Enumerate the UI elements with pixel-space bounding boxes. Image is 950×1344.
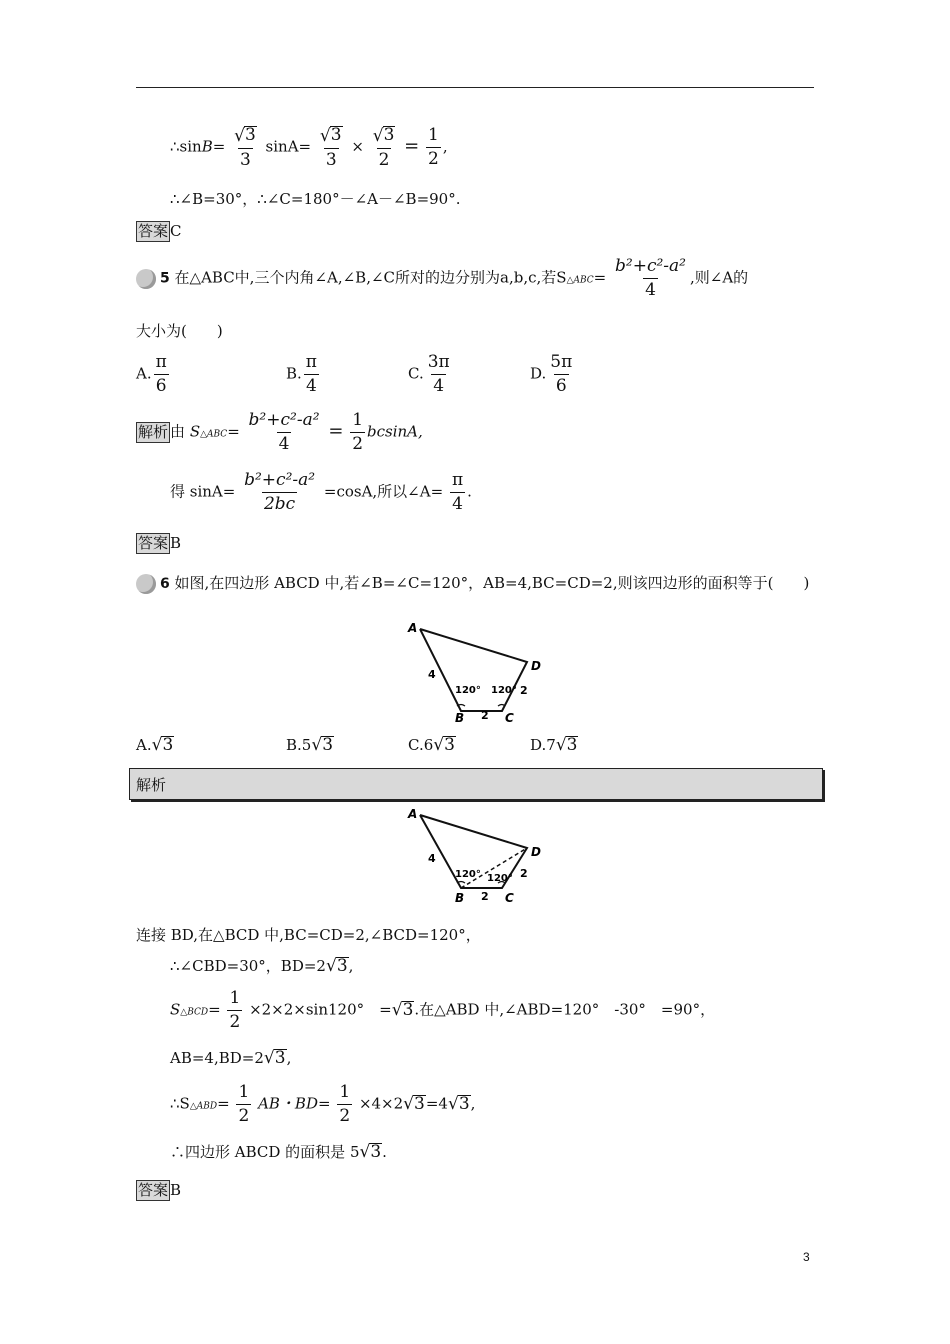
option-d: D. $\frac{5\pi}{6}$ [530,352,573,396]
vertex-b-label: B [455,711,465,724]
answer-tag: 答案 [138,534,169,552]
fraction: $\frac{1}{2}$ [352,410,364,454]
question-number: 6 [160,576,170,592]
answer-tag: 答案 [138,222,169,240]
fraction: $\frac{\text{b²+c²-a²}}{4}$ [615,256,686,300]
q6-analysis-line4: AB=4,BD=2 √ 3 , [170,1048,292,1069]
angle-b-arc [457,705,465,707]
vertex-d-label: D [531,845,541,859]
angle-b-label: 120° [455,685,481,696]
side-bc-label: 2 [481,709,489,722]
option-c: C.6 √ 3 [408,735,455,756]
q6-analysis-line6: ∴四边形 ABCD 的面积是 5 √ 3 . [170,1142,387,1163]
side-cd-label: 2 [520,684,528,697]
q6-analysis-line3: S△BCD= $\frac{1}{2}$ ×2×2×sin120° = √ 3 .在△ABD 中,∠ABD=120° -30° =90°， [170,988,716,1032]
fraction: $\frac{1}{2}$ [428,124,439,169]
question-bullet-icon [136,269,156,289]
side-bc-label: 2 [481,890,489,903]
side-cd-label: 2 [520,867,528,880]
fraction: $\frac{1}{2}$ [238,1082,250,1126]
vertex-d-label: D [531,659,541,673]
option-d: D.7 √ 3 [530,735,578,756]
q6-answer [136,1180,181,1201]
q5-answer [136,533,181,554]
option-a: A. √ 3 [136,735,174,756]
answer-value: B [170,1181,182,1199]
vertex-b-label: B [455,891,465,905]
angle-c-label: 120° [491,685,517,696]
analysis-bar-label: 解析 [136,776,167,794]
q5-analysis-line2: 得 sinA= $\frac{\text{b²+c²-a²}}{2bc}$ =cosA,所以∠A= $\frac{\pi}{4}$ . [170,470,472,514]
fraction: $\frac{1}{2}$ [229,988,241,1032]
question-bullet-icon [136,574,156,594]
vertex-c-label: C [505,891,514,905]
fraction: √ 3 2 [372,125,395,170]
quadrilateral-figure [395,618,555,724]
option-a: A. $\frac{\pi}{6}$ [136,352,167,396]
angle-b-arc [457,882,465,884]
prev-answer [136,221,182,242]
angle-c-label: 120° [487,873,513,884]
q6-analysis-line1: 连接 BD,在△BCD 中,BC=CD=2,∠BCD=120°， [136,926,481,944]
quadrilateral-outline [420,629,527,711]
angle-c-arc [498,705,505,707]
q6-analysis-line5: ∴S△ABD= $\frac{1}{2}$ AB・BD= $\frac{1}{2}$ ×4×2 √ 3 =4 √ 3 , [170,1082,476,1126]
q6-analysis-line2: ∴∠CBD=30°，BD=2 √ 3 , [170,956,354,977]
question-number: 5 [160,270,170,287]
prev-solution-line2: ∴∠B=30°，∴∠C=180°－∠A－∠B=90°. [170,190,461,208]
page-number: 3 [803,1250,810,1264]
fraction: $\frac{\text{b²+c²-a²}}{4}$ [248,410,320,454]
option-b: B. $\frac{\pi}{4}$ [286,352,317,396]
question-6-stem: 6 如图,在四边形 ABCD 中,若∠B=∠C=120°，AB=4,BC=CD=2,则该四边形的面积等于( ) [136,572,809,594]
angle-b-label: 120° [455,869,481,880]
fraction: $\frac{1}{2}$ [339,1082,351,1126]
answer-value: B [170,534,182,552]
option-b: B.5 √ 3 [286,735,334,756]
analysis-tag: 解析 [138,422,169,441]
fraction: √ 3 3 [234,125,256,170]
fraction: $\frac{\text{b²+c²-a²}}{2bc}$ [244,470,316,514]
answer-tag: 答案 [138,1181,169,1199]
question-5-stem-line2: 大小为( ) [136,322,223,340]
fraction: $\frac{\pi}{4}$ [451,470,464,514]
prev-solution-line1: ∴sinB= √ 3 3 sinA= √ 3 3 × √ 3 2 = $\frac{1}{2}$ , [170,124,448,170]
answer-value: C [170,222,182,240]
side-ab-label: 4 [428,668,436,681]
quadrilateral-figure-with-diagonal [395,804,555,910]
question-5-stem: 5 在△ABC中,三个内角∠A,∠B,∠C所对的边分别为a,b,c,若S△ABC= $\frac{\text{b²+c²-a²}}{4}$ ,则∠A的 [136,258,748,299]
analysis-bar [129,768,823,800]
q5-analysis-line1: 解析 由 S△ABC= $\frac{\text{b²+c²-a²}}{4}$ = $\frac{1}{2}$ bcsinA, [138,410,423,454]
side-ab-label: 4 [428,852,436,865]
fraction: √ 3 3 [319,125,342,170]
vertex-a-label: A [408,621,418,635]
header-rule [136,87,814,88]
vertex-c-label: C [505,711,514,724]
option-c: C. $\frac{3\pi}{4}$ [408,352,450,396]
vertex-a-label: A [408,807,418,821]
